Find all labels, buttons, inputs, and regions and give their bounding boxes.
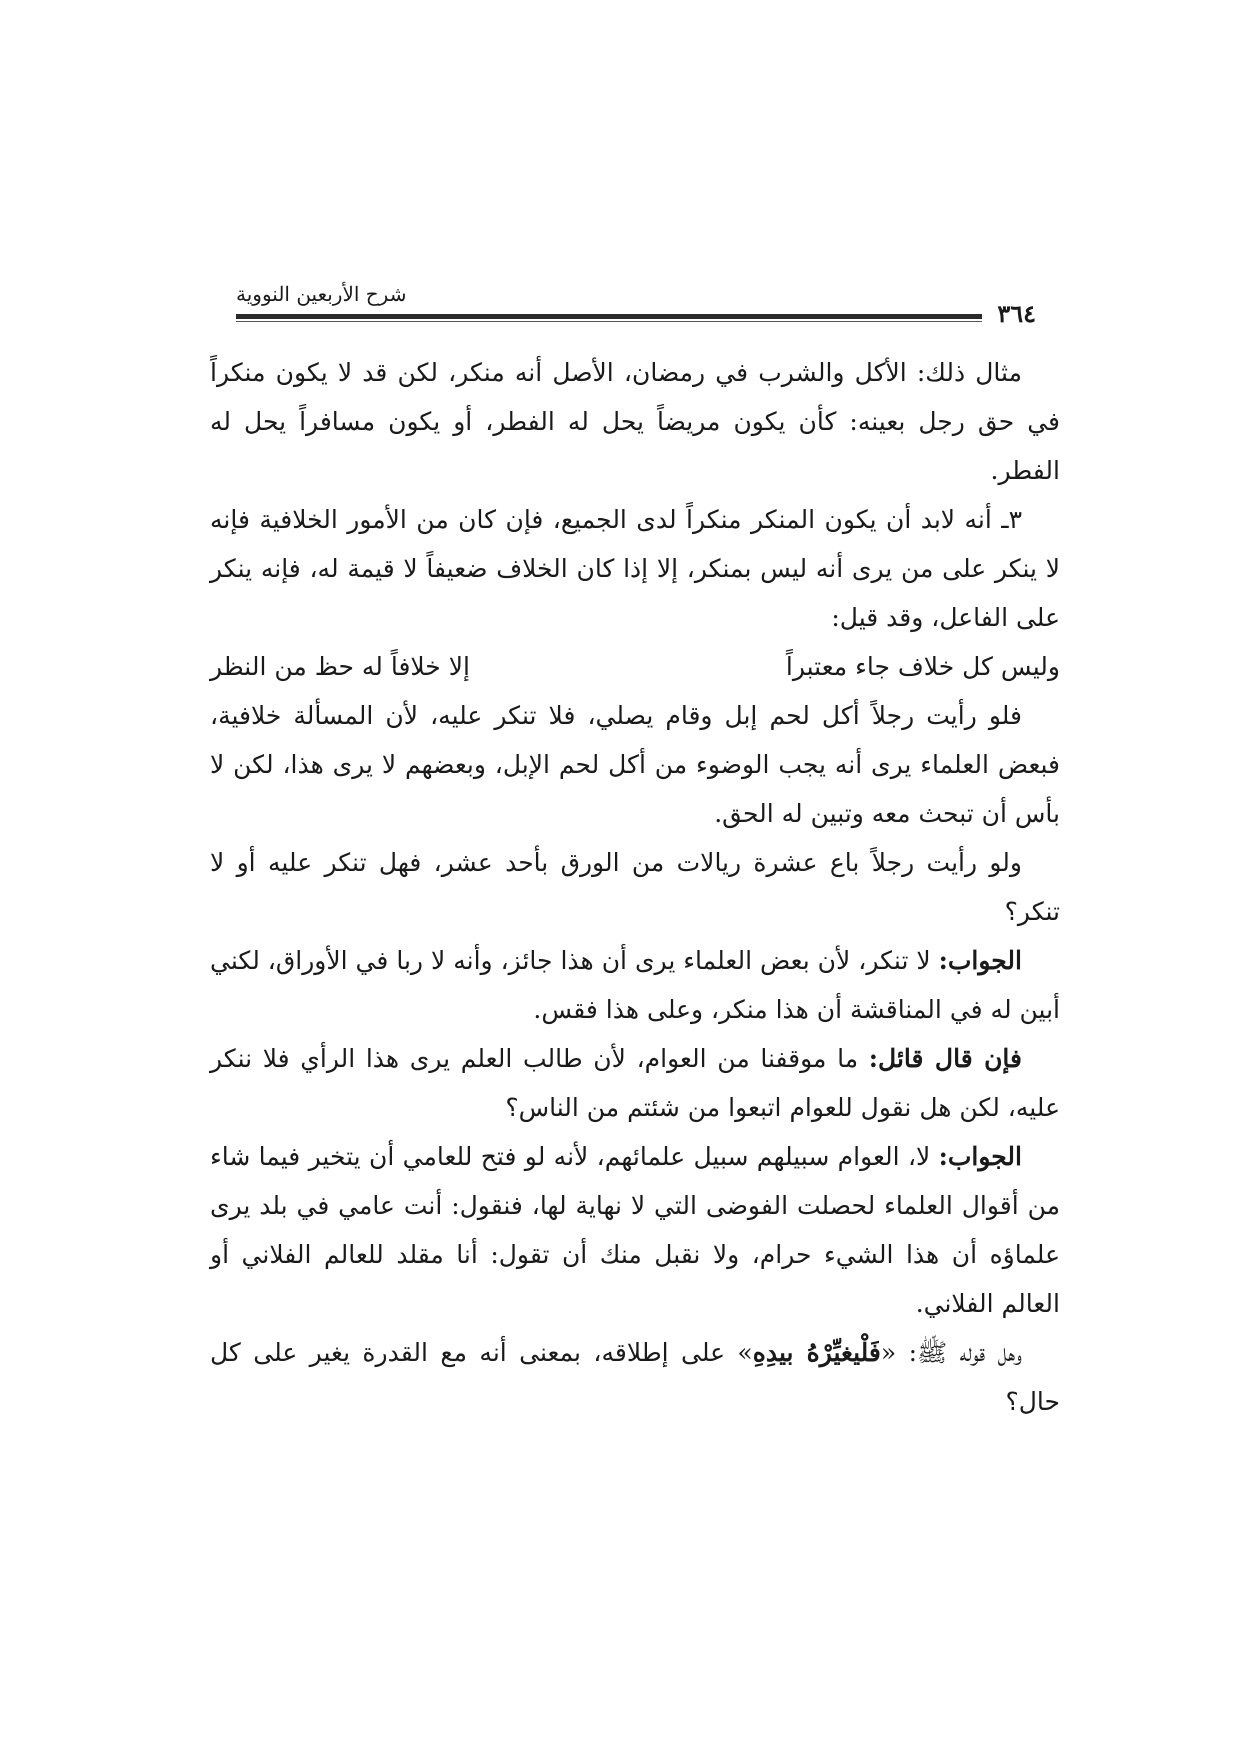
hadith-intro: وهل قوله ﷺ: «: [880, 1338, 1022, 1367]
page-header: [236, 282, 1046, 328]
paragraph-condition-3: ٣ـ أنه لابد أن يكون المنكر منكراً لدى الجميع، فإن كان من الأمور الخلافية فإنه لا ينكر على من يرى أنه ليس بمنكر، إلا إذا كان الخلاف ضعيفاً لا قيمة له، فإنه ينكر على الفاعل، وقد قيل:: [210, 505, 1060, 632]
paragraph-riyals: ولو رأيت رجلاً باع عشرة ريالات من الورق بأحد عشر، فهل تنكر عليه أو لا تنكر؟: [210, 848, 1060, 926]
hadith-quote: فَلْيغيِّرْهُ بيدِهِ: [752, 1338, 881, 1367]
paragraph-question: [210, 1034, 1060, 1132]
question-text: ما موقفنا من العوام، لأن طالب العلم يرى هذا الرأي فلا ننكر عليه، لكن هل نقول للعوام اتبعوا من شئتم من الناس؟: [210, 1044, 1060, 1122]
paragraph-answer-2: [210, 1132, 1060, 1328]
main-text: [210, 348, 1060, 1426]
header-rule: [236, 314, 982, 319]
hadith-rest: » على إطلاقه، بمعنى أنه مع القدرة يغير على كل حال؟: [210, 1338, 1060, 1416]
answer-text: لا، العوام سبيلهم سبيل علمائهم، لأنه لو فتح للعامي أن يتخير فيما شاء من أقوال العلماء لحصلت الفوضى التي لا نهاية لها، فنقول: أنت عامي في بلد يرى علماؤه أن هذا الشيء حرام، ولا نقبل منك أن تقول: أنا مقلد للعالم الفلاني أو العالم الفلاني.: [210, 1142, 1060, 1318]
paragraph-camel-meat: فلو رأيت رجلاً أكل لحم إبل وقام يصلي، فلا تنكر عليه، لأن المسألة خلافية، فبعض العلماء يرى أنه يجب الوضوء من أكل لحم الإبل، وبعضهم لا يرى هذا، لكن لا بأس أن تبحث معه وتبين له الحق.: [210, 701, 1060, 828]
paragraph-example: مثال ذلك: الأكل والشرب في رمضان، الأصل أنه منكر، لكن قد لا يكون منكراً في حق رجل بعينه: كأن يكون مريضاً يحل له الفطر، أو يكون مسافراً يحل له الفطر.: [210, 358, 1060, 485]
verse-first-hemistich: وليس كل خلاف جاء معتبراً: [785, 652, 1060, 681]
paragraph-answer-1: [210, 936, 1060, 1034]
paragraph-hadith-question: [210, 1328, 1060, 1426]
answer-text: لا تنكر، لأن بعض العلماء يرى أن هذا جائز، وأنه لا ربا في الأوراق، لكني أبين له في المناقشة أن هذا منكر، وعلى هذا فقس.: [210, 946, 1060, 1024]
poetry-verse: [210, 642, 1060, 691]
question-label: فإن قال قائل:: [868, 1044, 1022, 1073]
header-rule-thin: [236, 321, 982, 322]
answer-label: الجواب:: [938, 946, 1022, 975]
page-number: ٣٦٤: [997, 299, 1036, 328]
running-title: شرح الأربعين النووية: [236, 282, 407, 306]
answer-label: الجواب:: [938, 1142, 1022, 1171]
verse-second-hemistich: إلا خلافاً له حظ من النظر: [210, 652, 470, 681]
